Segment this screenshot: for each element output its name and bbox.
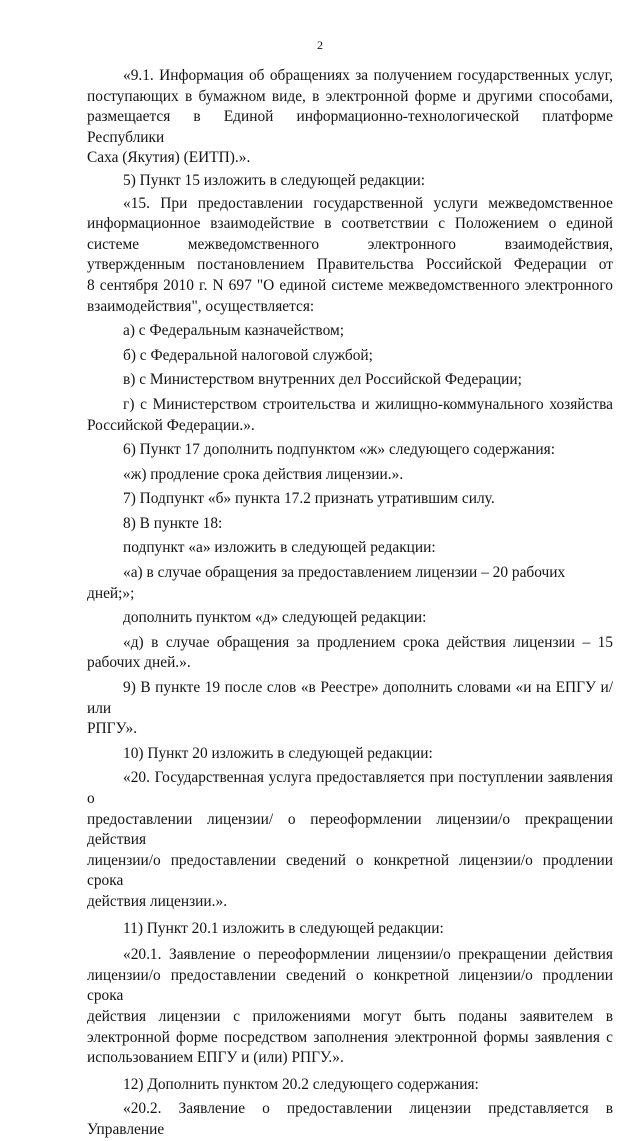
text-line: рабочих дней.». [87, 654, 191, 672]
text-word: электронного [367, 235, 456, 253]
text-line: «20.1. Заявление о переоформлении лицензии/о прекращении действия [123, 946, 613, 964]
text-line: «а) в случае обращения за предоставлением лицензии – 20 рабочих дней;»; [87, 564, 566, 602]
text-line: «15. При предоставлении государственной услуги межведомственное [123, 194, 613, 212]
text-line: поступающих в бумажном виде, в электронной форме и другими способами, [87, 87, 613, 105]
text-line: 7) Подпункт «б» пункта 17.2 признать утратившим силу. [123, 490, 495, 508]
text-line: а) с Федеральным казначейством; [123, 322, 345, 340]
text-word: взаимодействия, [504, 235, 613, 253]
document-body [87, 66, 613, 1141]
text-line: действия лицензии с приложениями могут быть поданы заявителем в [87, 1007, 613, 1025]
page-number: 2 [317, 38, 323, 52]
text-line: размещается в Единой информационно-технологической платформе Республики [87, 108, 613, 146]
text-line: информационное взаимодействие в соответствии с Положением о единой [87, 215, 613, 233]
text-line: «ж) продление срока действия лицензии.». [123, 465, 404, 483]
text-line: лицензии/о предоставлении сведений о конкретной лицензии/о продлении срока [87, 851, 613, 890]
text-line: предоставлении лицензии/ о переоформлении лицензии/о прекращении действия [87, 810, 613, 849]
text-line: 9) В пункте 19 после слов «в Реестре» дополнить словами «и на ЕПГУ и/или [87, 679, 613, 717]
spread-text-line [87, 235, 613, 256]
text-line: лицензии/о предоставлении сведений о конкретной лицензии/о продлении срока [87, 966, 613, 1005]
text-line: 11) Пункт 20.1 изложить в следующей редакции: [123, 919, 444, 937]
text-line: 6) Пункт 17 дополнить подпунктом «ж» следующего содержания: [123, 441, 555, 459]
text-word: системе [87, 235, 140, 253]
text-line: электронной форме посредством заполнения электронной формы заявления с [87, 1028, 613, 1046]
text-line: б) с Федеральной налоговой службой; [123, 346, 373, 364]
text-line: «20. Государственная услуга предоставляется при поступлении заявления о [87, 769, 613, 807]
text-line: Российской Федерации.». [87, 416, 255, 434]
text-line: 8 сентября 2010 г. N 697 "О единой системе межведомственного электронного [87, 276, 613, 294]
text-line: «20.2. Заявление о предоставлении лицензии представляется в Управление [87, 1100, 613, 1138]
text-line: Саха (Якутия) (ЕИТП).». [87, 149, 251, 167]
text-line: взаимодействия", осуществляется: [87, 297, 315, 315]
text-word: межведомственного [187, 235, 320, 253]
text-line: г) с Министерством строительства и жилищно-коммунального хозяйства [123, 395, 613, 413]
text-line: 8) В пункте 18: [123, 514, 223, 532]
text-line: использованием ЕПГУ и (или) РПГУ.». [87, 1049, 344, 1067]
text-line: РПГУ». [87, 720, 138, 738]
text-line: 12) Дополнить пунктом 20.2 следующего содержания: [123, 1075, 479, 1093]
text-line: действия лицензии.». [87, 892, 228, 910]
text-line: в) с Министерством внутренних дел Российской Федерации; [123, 371, 522, 389]
text-line: «д) в случае обращения за продлением срока действия лицензии – 15 [123, 633, 613, 651]
text-line: подпункт «а» изложить в следующей редакции: [123, 539, 436, 557]
text-line: 5) Пункт 15 изложить в следующей редакции: [123, 171, 426, 189]
text-line: дополнить пунктом «д» следующей редакции: [123, 609, 427, 627]
text-line: 10) Пункт 20 изложить в следующей редакции: [123, 744, 433, 762]
text-line: утвержденным постановлением Правительства Российской Федерации от [87, 256, 613, 274]
text-line: «9.1. Информация об обращениях за получением государственных услуг, [123, 67, 613, 84]
